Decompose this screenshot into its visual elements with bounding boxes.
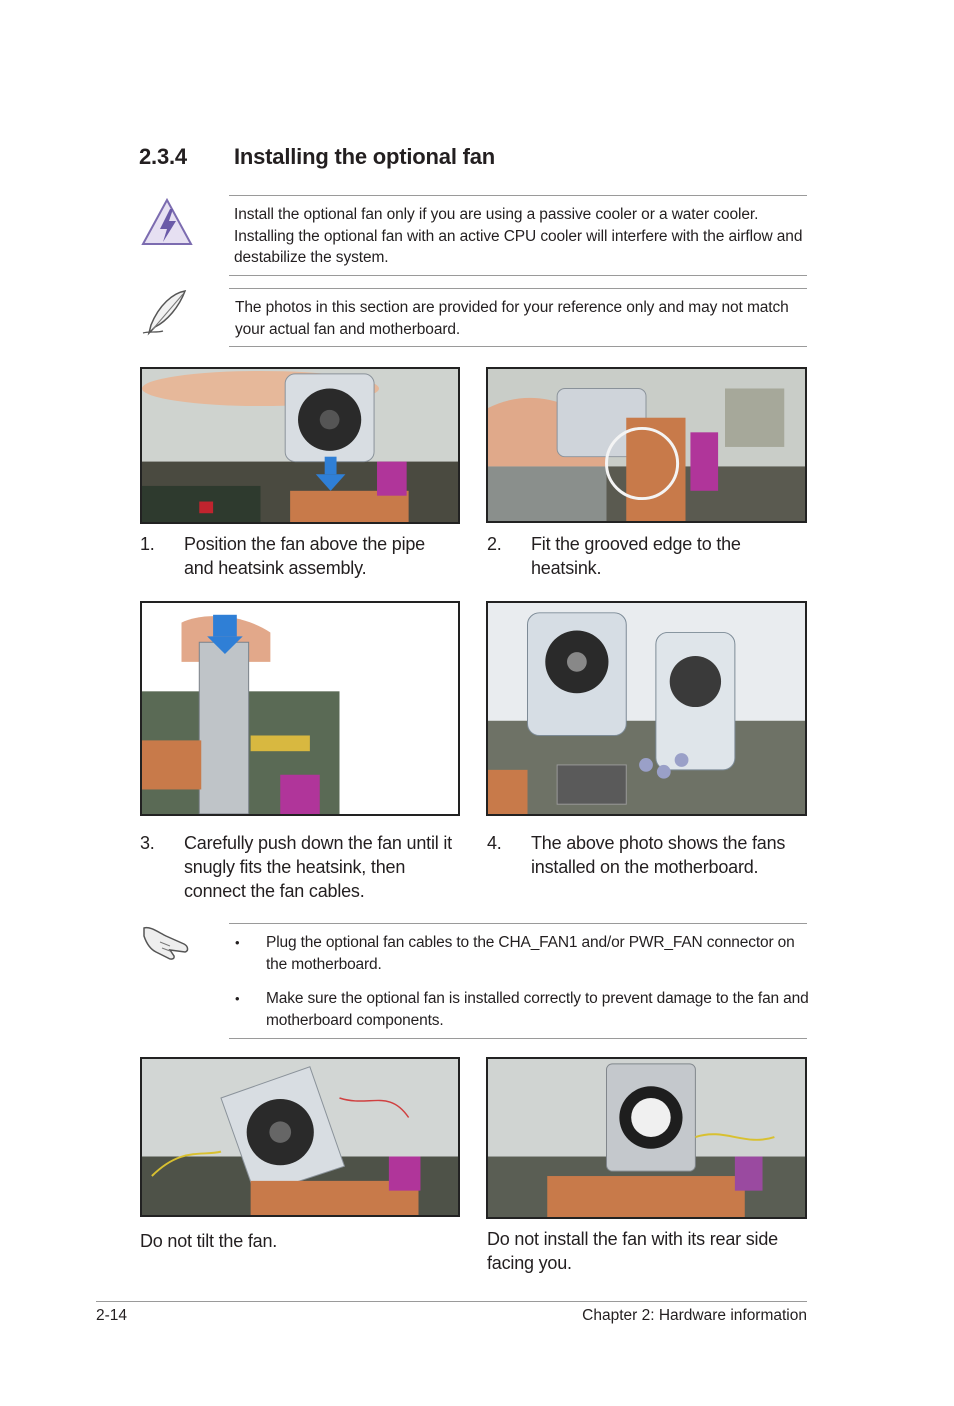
warning-bottom-rule	[229, 275, 807, 276]
tip-bullet-2: •	[235, 991, 240, 1006]
section-number: 2.3.4	[139, 144, 187, 169]
tip-bullet-1: •	[235, 935, 240, 950]
step-1-text: Position the fan above the pipe and heatsink assembly.	[184, 534, 425, 578]
warning-icon	[139, 196, 195, 248]
caption-rear: Do not install the fan with its rear side facing you.	[487, 1229, 778, 1273]
footer-chapter: Chapter 2: Hardware information	[582, 1307, 807, 1324]
warning-text: Install the optional fan only if you are using a passive cooler or a water cooler. Installing the optional fan with an active CPU cooler will interfere with the airflow and destabilize the system.	[234, 206, 803, 266]
photo-step-2	[486, 367, 807, 523]
step-4	[487, 831, 807, 883]
tip-item-2	[235, 988, 810, 1032]
step-1	[140, 532, 460, 584]
step-3	[140, 831, 460, 907]
step-3-text: Carefully push down the fan until it snugly fits the heatsink, then connect the fan cables.	[184, 833, 452, 901]
step-1-number: 1.	[140, 534, 155, 554]
section-heading	[139, 144, 495, 170]
photo-rear	[486, 1057, 807, 1219]
tips-top-rule	[229, 923, 807, 924]
note-top-rule	[229, 288, 807, 289]
footer-page-number: 2-14	[96, 1307, 128, 1324]
photo-step-1	[140, 367, 460, 524]
warning-top-rule	[229, 195, 807, 196]
note-bottom-rule	[229, 346, 807, 347]
photo-step-3	[140, 601, 460, 816]
step-4-number: 4.	[487, 833, 502, 853]
footer-rule	[96, 1301, 807, 1302]
tip-item-1	[235, 932, 810, 976]
photo-step-4	[486, 601, 807, 816]
caption-tilt: Do not tilt the fan.	[140, 1231, 278, 1251]
photo-tilt	[140, 1057, 460, 1217]
step-2-text: Fit the grooved edge to the heatsink.	[531, 534, 741, 578]
tips-bottom-rule	[229, 1038, 807, 1039]
section-title: Installing the optional fan	[234, 144, 496, 169]
tip-text-2: Make sure the optional fan is installed correctly to prevent damage to the fan and motherboard components.	[266, 990, 809, 1029]
note-quill-icon	[139, 287, 191, 337]
pointing-hand-icon	[140, 922, 192, 962]
step-2-number: 2.	[487, 534, 502, 554]
step-3-number: 3.	[140, 833, 155, 853]
step-2	[487, 532, 807, 584]
note-text: The photos in this section are provided for your reference only and may not match your actual fan and motherboard.	[235, 299, 789, 338]
tip-text-1: Plug the optional fan cables to the CHA_FAN1 and/or PWR_FAN connector on the motherboard.	[266, 934, 795, 973]
step-4-text: The above photo shows the fans installed on the motherboard.	[531, 833, 786, 877]
